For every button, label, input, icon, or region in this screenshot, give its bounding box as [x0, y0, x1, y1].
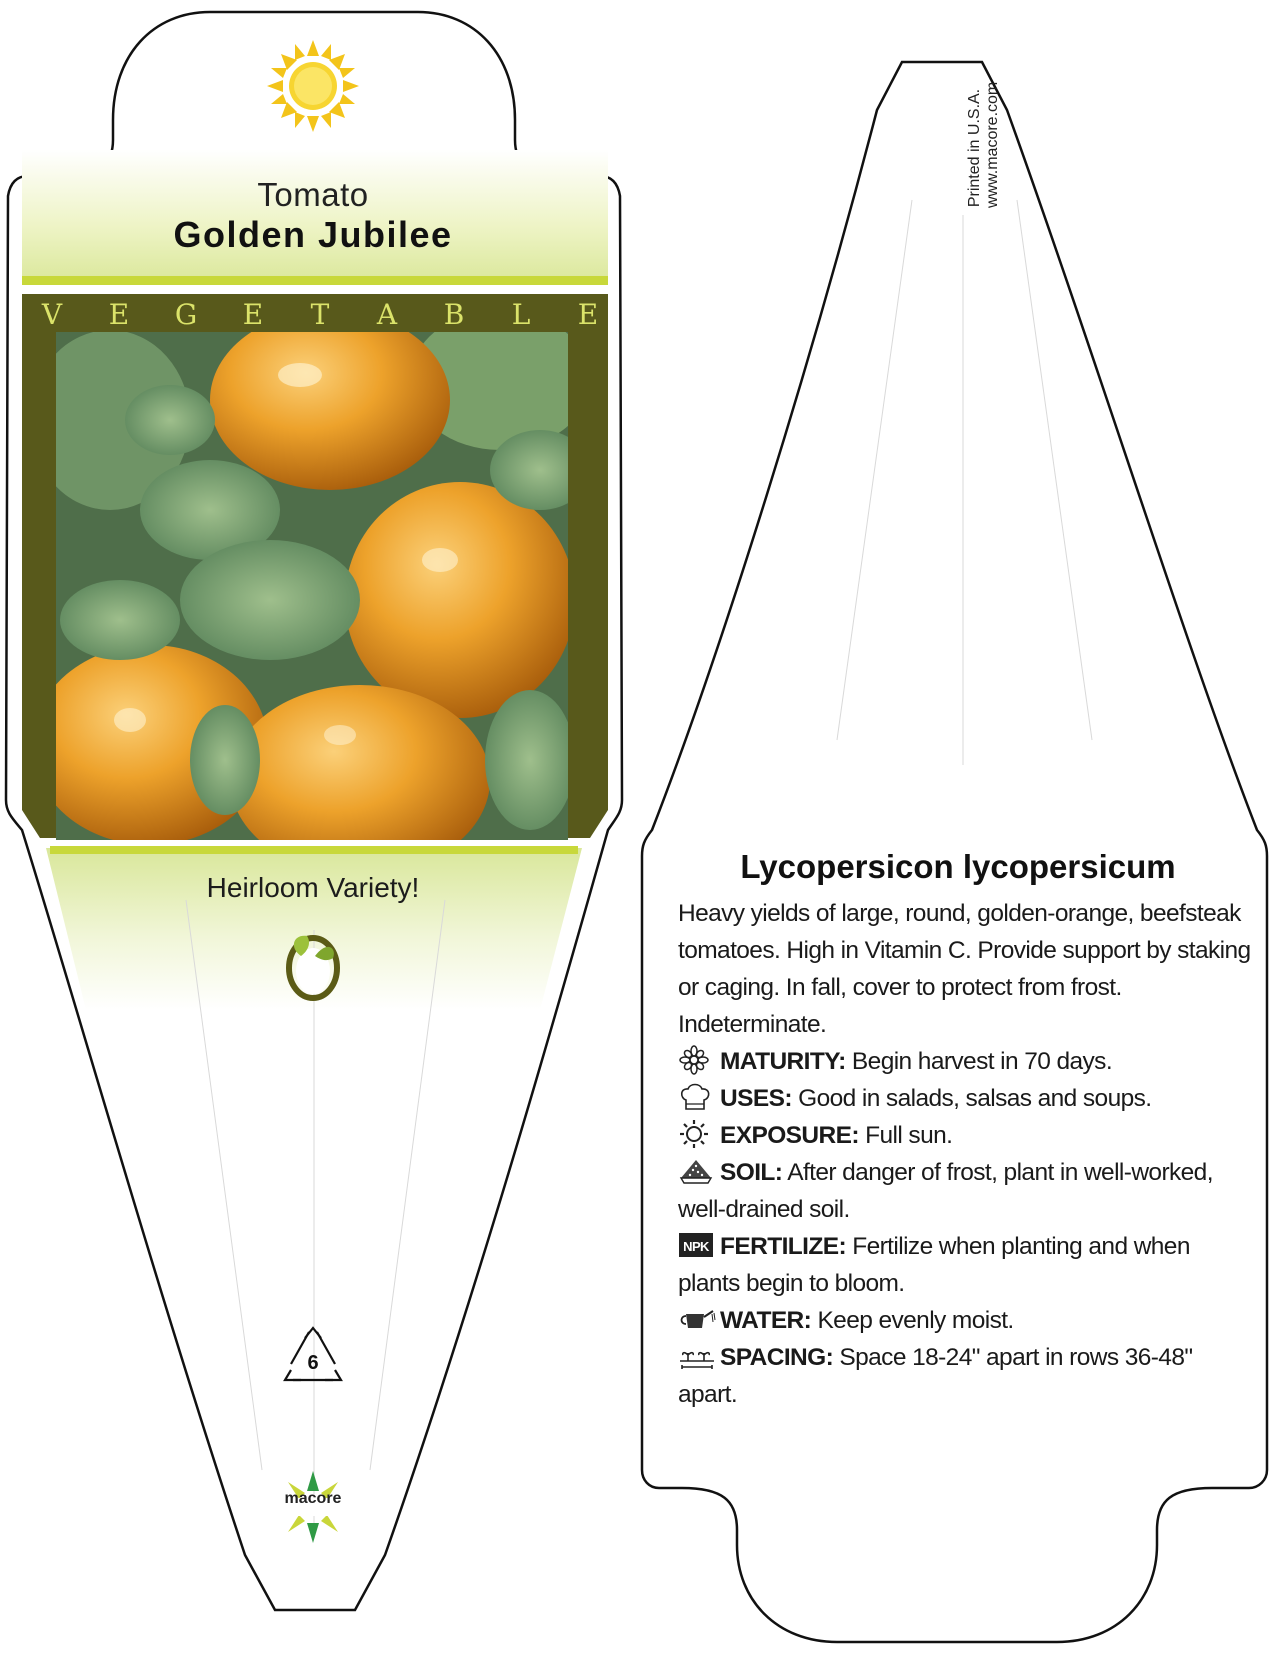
watering-can-icon [678, 1304, 716, 1334]
attribute-text: Good in salads, salsas and soups. [798, 1085, 1152, 1112]
attribute-spacing [678, 1339, 1253, 1413]
brand-logo-text: macore [284, 1490, 342, 1507]
attribute-label: FERTILIZE: [720, 1233, 847, 1260]
attribute-text: Fertilize when planting and when plants begin to bloom. [678, 1233, 1190, 1297]
attribute-text: Space 18-24" apart in rows 36-48" apart. [678, 1344, 1193, 1408]
attribute-label: SPACING: [720, 1344, 834, 1371]
attribute-label: WATER: [720, 1307, 812, 1334]
attribute-text: Full sun. [865, 1122, 953, 1149]
category-letter: T [310, 298, 330, 331]
attribute-label: USES: [720, 1085, 792, 1112]
flower-icon [678, 1045, 716, 1075]
attribute-uses [678, 1080, 1253, 1117]
category-letter: B [443, 298, 465, 331]
category-letter: G [174, 298, 198, 331]
attribute-label: EXPOSURE: [720, 1122, 859, 1149]
common-name: Tomato [257, 176, 369, 213]
care-instructions [678, 895, 1253, 1413]
attribute-soil [678, 1154, 1253, 1228]
attribute-fertilize [678, 1228, 1253, 1302]
category-letter: V [41, 298, 63, 331]
description: Heavy yields of large, round, golden-orange, beefsteak tomatoes. High in Vitamin C. Provide support by staking or caging. In fall, cover to protect from frost. Indeterminate. [678, 900, 1251, 1038]
soil-icon [678, 1156, 716, 1186]
tagline: Heirloom Variety! [206, 872, 420, 903]
attribute-text: Begin harvest in 70 days. [851, 1048, 1113, 1075]
recycle-code: 6 [307, 1352, 319, 1374]
npk-label: NPK [683, 1239, 709, 1254]
npk-icon [678, 1230, 716, 1260]
category-letter: L [511, 298, 531, 331]
botanical-name: Lycopersicon lycopersicum [740, 848, 1176, 885]
attribute-label: SOIL: [720, 1159, 783, 1186]
sun-outline-icon [678, 1119, 716, 1149]
attribute-label: MATURITY: [720, 1048, 846, 1075]
attribute-water [678, 1302, 1253, 1339]
print-note [966, 81, 1002, 208]
print-url: www.macore.com [984, 81, 1001, 208]
print-country: Printed in U.S.A. [966, 88, 983, 208]
variety-name: Golden Jubilee [173, 214, 453, 255]
category-letter: A [376, 298, 398, 331]
attribute-text: Keep evenly moist. [817, 1307, 1014, 1334]
seedling-spacing-icon [678, 1341, 716, 1371]
category-banner [40, 298, 600, 332]
attribute-text: After danger of frost, plant in well-worked, well-drained soil. [678, 1159, 1213, 1223]
attribute-maturity [678, 1043, 1253, 1080]
lime-stripe [22, 276, 608, 285]
category-letter: E [108, 298, 130, 331]
chef-hat-icon [678, 1082, 716, 1112]
category-letter: E [577, 298, 599, 331]
tomato-photo [30, 310, 590, 875]
attribute-exposure [678, 1117, 1253, 1154]
category-letter: E [242, 298, 264, 331]
